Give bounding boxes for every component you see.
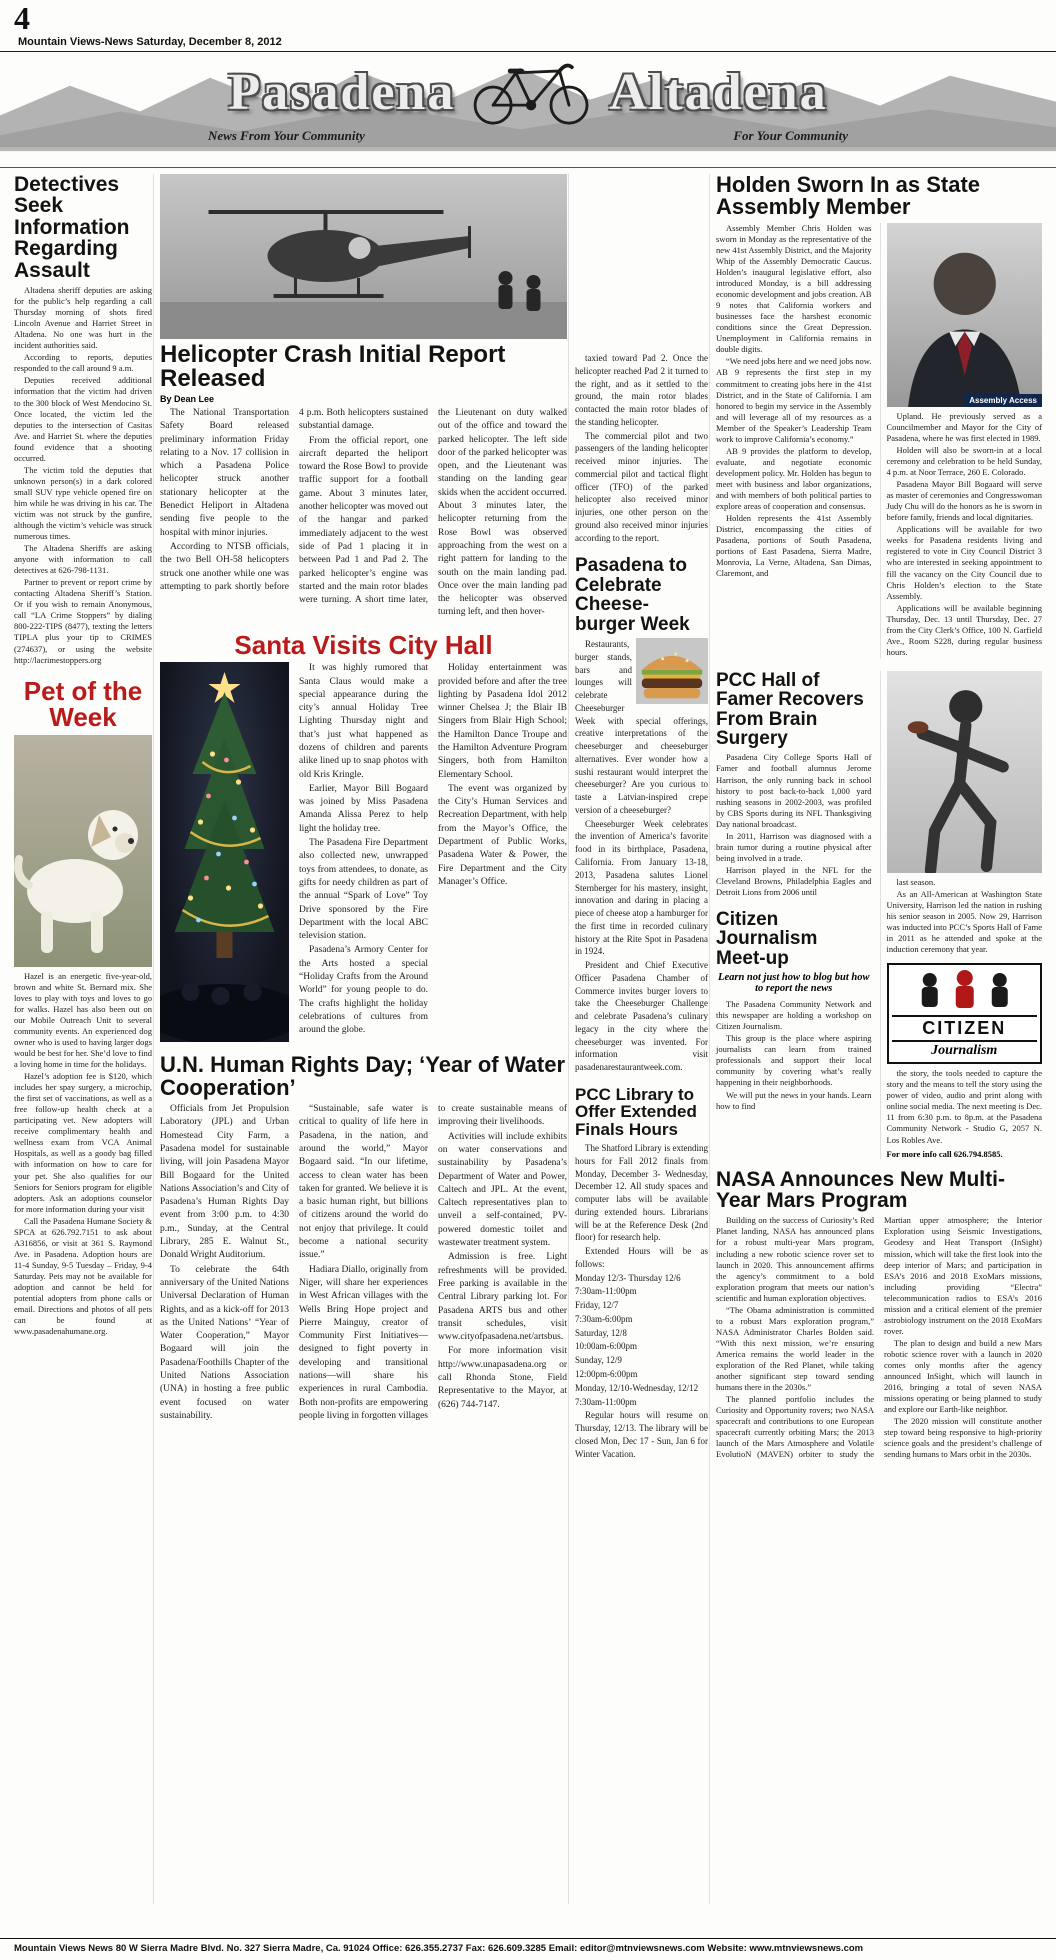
- masthead-title-altadena: Altadena: [609, 63, 828, 121]
- photo-caption: Assembly Access: [964, 394, 1042, 407]
- left-rail: [14, 174, 152, 1904]
- article-pcc-library-hours: [575, 1086, 708, 1460]
- paragraph: In 2011, Harrison was diagnosed with a brain tumor during a routine physical after being involved in a trade.: [716, 830, 872, 863]
- article-detectives-assault: [14, 174, 152, 666]
- article-body-text: [299, 662, 567, 1042]
- page-number: 4: [14, 0, 30, 36]
- paragraph: Extended Hours will be as follows:: [575, 1246, 708, 1269]
- paragraph: Saturday, 12/8: [575, 1327, 627, 1338]
- helicopter-article-continuation: [575, 174, 708, 544]
- article-citizen-journalism: [716, 910, 872, 1112]
- byline: By Dean Lee: [160, 393, 215, 404]
- paragraph: Monday 12/3- Thursday 12/6: [575, 1272, 681, 1283]
- holden-left-column: [716, 223, 872, 659]
- paragraph: The Pasadena Fire Department also collected new, unwrapped toys from attendees, to donate, as gifts for needy children as part of the annual “Spark of Love” Toy Drive sponsored by the Fire Department with the local ABC television station.: [299, 838, 428, 942]
- paragraph: 10:00am-6:00pm: [575, 1341, 637, 1352]
- headline: Citizen Journalism Meet-up: [716, 909, 818, 969]
- paragraph: The planned portfolio includes the Curiosity and Opportunity rovers; two NASA spacecraft and contributions to one European spacecraft currently orbiting Mars; the 2013 launch of the Mars Atmosphere and Volatile EvolutioN (MAVEN) orbiter to study the Martian upper atmosphere; the Interior Exploration using Seismic Investigations, Geodesy and Heat Transport (InSight) mission, which will take the first look into the deep interior of Mars; and participation in ESA’s 2016 and 2018 ExoMars missions, including providing “Electra” telecommunication radios to ESA’s 2016 mission and a critical element of the premier astrobiology instrument on the 2018 ExoMars rover.: [716, 1215, 1042, 1460]
- paragraph: This group is the place where aspiring journalists can learn from trained professionals and support their local community by covering what’s really happening in their neighborhoods.: [716, 1033, 872, 1088]
- paragraph: For more information visit http://www.unapasadena.org or call Rhonda Stone, Field Representative to the Mayor, at (626) 744-7147.: [438, 1346, 567, 1410]
- paragraph: Pasadena’s Armory Center for the Arts hosted a special “Holiday Crafts from the Around World” for young people to do. The crafts highlight the holiday celebrations of cultures from around the globe.: [299, 945, 428, 1036]
- headline: PCC Library to Offer Extended Finals Hours: [575, 1085, 697, 1139]
- paragraph: Hadiara Diallo, originally from Niger, will share her experiences in West African villages with the Wells Bring Hope project and Pierre Mainguy, creator of Community First Initiatives—designed to fight poverty in developing and transitional nations—will share his experiences in rural Cambodia. Both non-profits are empowering people living in forgotten villages to create sustainable means of improving their livelihoods.: [299, 1104, 567, 1421]
- paragraph: Holden represents the 41st Assembly District, encompassing the cities of Pasadena, portions of South Pasadena, portions of East Pasadena, Sierra Madre, Monrovia, La Verne, Altadena, San Dimas, Claremont, and: [716, 513, 872, 579]
- article-holden-sworn-in: [716, 174, 1042, 659]
- article-body-closing: [575, 1409, 708, 1460]
- paragraph: Activities will include exhibits on water conservations and sustainability by Pasadena’s Department of Water and Power, Caltech and JPL. At the event, Caltech representatives plan to unveil a self-contained, PV-powered domestic toilet and wastewater treatment system.: [438, 1131, 567, 1249]
- paragraph: the story, the tools needed to capture the story and the means to tell the story using the power of video, audio and print along with online social media. The next meeting is Dec. 11 from 6:30 p.m. to 8p.m. at the Pasadena Community Network - Studio G, 2057 N. Los Robles Ave.: [886, 1068, 1042, 1145]
- paragraph: The Pasadena Community Network and this newspaper are holding a workshop on Citizen Journalism.: [716, 999, 872, 1032]
- paragraph: From the official report, one aircraft departed the heliport toward the Rose Bowl to provide traffic support for a football game. About 3 minutes later, another helicopter was moved out of the hangar and parked immediately adjacent to the west side of Pad 1 placing it in between Pad 1 and Pad 2. The parked helicopter’s engine was started and the main rotor blades were turning. A short time later, the Lieutenant on duty walked out of the office and toward the parked helicopter. The left side door of the parked helicopter was open, and the Lieutenant was standing on the landing gear skids when the accident occurred. About 3 minutes later, the helicopter returning from the Rose Bowl was observed approaching from the west on a right pattern for landing to the south on the main landing pad. Once over the main landing pad the helicopter was observed turning left, and then hover-: [299, 407, 567, 618]
- rail-right: [880, 671, 1043, 1159]
- paragraph: Deputies received additional information that the victim had driven to the 300 block of West Mendocino St. Once located, the victim led the deputies to the intersection of Casitas Ave. and Harriet St. where the deputies found evidence that a shooting occurred.: [14, 375, 152, 463]
- jerome-harrison-football-photo: [887, 671, 1043, 873]
- article-body: [14, 285, 152, 666]
- article-body: [575, 1142, 708, 1271]
- paragraph: Hazel’s adoption fee is $120, which includes her spay surgery, a microchip, the first set of vaccinations, as well as a free follow-up health check at a participating vet. New adopters will receive complimentary health and wellness exam from VCA Animal Hospitals, as well as a goody bag filled with information on how to care for your pet. She also qualifies for our Seniors for Seniors program for eligible adopters. Ask an adoptions counselor for more information during your visit: [14, 1071, 152, 1214]
- right-section: [709, 174, 1042, 1904]
- paragraph: Holden will also be sworn-in at a local ceremony and celebration to be held Sunday, 4 p.m. at Noor Terrace, 260 E. Colorado.: [886, 445, 1042, 478]
- paragraph: The commercial pilot and two passengers of the landing helicopter received minor injuries. The commercial pilot and tactical flight officer (TFO) of the parked helicopter also received minor injuries, one other person on the ground also received minor injuries according to the report.: [575, 430, 708, 543]
- article-lede: Learn not just how to blog but how to report the news: [718, 972, 870, 995]
- paragraph: According to NTSB officials, the two Bell OH-58 helicopters struck one another while one was attempting to park shortly before 4 p.m. Both helicopters sustained substantial damage.: [160, 407, 428, 592]
- masthead: [0, 52, 1056, 168]
- extended-hours-list: [575, 1272, 708, 1409]
- rail-left: [716, 671, 872, 1159]
- paragraph: Hazel is an energetic five-year-old, brown and white St. Bernard mix. She loves to play with toys and loves to go for walks. Hazel has also been out on our Mobile Outreach Unit to several community events. An experienced dog owner who is used to having larger dogs would be best for her. She’d love to find a loving home in time for the holidays.: [14, 970, 152, 1070]
- paragraph: 7:30am-6:00pm: [575, 1313, 633, 1324]
- headline: PCC Hall of Famer Recovers From Brain Surgery: [716, 669, 864, 750]
- paragraph: President and Chief Executive Officer Pasadena Chamber of Commerce invites burger lovers to take the Cheeseburger Challenge and celebrate Pasadena’s culinary legacy in the city where the cheeseburger was invented. For information visit pasadenarestaurantweek.com.: [575, 960, 708, 1073]
- middle-column: [153, 174, 567, 1904]
- headline: Holden Sworn In as State Assembly Member: [716, 172, 981, 220]
- paragraph: The Shatford Library is extending hours for Fall 2012 finals from Monday, December 3- Wednesday, December 12. All study spaces and computer labs will be available during extended hours. Librarians will be at the Reference Desk (2nd floor) for research help.: [575, 1143, 708, 1243]
- page-footer: Mountain Views News 80 W Sierra Madre Blvd. No. 327 Sierra Madre, Ca. 91024 Office: 626.355.2737 Fax: 626.609.3285 Email: editor@mtnviewsnews.com Website: www.mtnviewsnews.com: [0, 1938, 1056, 1960]
- edition-dateline: Mountain Views-News Saturday, December 8, 2012: [18, 36, 282, 48]
- article-cheeseburger-week: [575, 556, 708, 1074]
- paragraph: The Altadena Sheriffs are asking anyone with information to call detectives at 626-798-1131.: [14, 543, 152, 576]
- headline: Pasadena to Celebrate Cheese-burger Week: [575, 555, 690, 635]
- paragraph: “The Obama administration is committed to a robust Mars exploration program,” NASA Administrator Charles Bolden said. “With this next mission, we’re ensuring America remains the world leader in the exploration of the Red Planet, while taking another significant step toward sending humans there in the 2030s.”: [716, 1304, 874, 1393]
- paragraph: Applications will be available for two weeks for Pasadena residents living and registered to vote in City Council District 3 who are interested in seeking appointment to fill the vacancy on the City Council due to Chris Holden’s election to the State Assembly.: [886, 524, 1042, 601]
- paragraph: taxied toward Pad 2. Once the helicopter reached Pad 2 it turned to the right, and as it settled to the ground, the main rotor blades contacted the main rotor blades of the standing helicopter.: [575, 353, 708, 427]
- headline: Helicopter Crash Initial Report Released: [160, 341, 506, 393]
- paragraph: The event was organized by the City’s Human Services and Recreation Department, with help from the Mayor’s Office, the Department of Public Works, Pasadena Water & Power, the Fire Department and the City Manager’s Office.: [438, 783, 567, 887]
- article-body: [14, 971, 152, 1338]
- paragraph: Pasadena City College Sports Hall of Famer and football alumnus Jerome Harrison, the only running back in school history to post back-to-back 1,000 yard rushing seasons in 2002-2003, was profiled by CBS Sports during its NFL Thanksgiving Day national broadcast.: [716, 752, 872, 829]
- headline: U.N. Human Rights Day; ‘Year of Water Cooperation’: [160, 1052, 566, 1100]
- citizen-journalism-logo: [887, 963, 1043, 1064]
- article-pcc-hall-of-famer: [716, 671, 872, 898]
- article-nasa-mars-program: [716, 1169, 1042, 1461]
- paragraph: Friday, 12/7: [575, 1300, 619, 1311]
- cheeseburger-photo: [636, 638, 708, 704]
- paragraph: Upland. He previously served as a Councilmember and Mayor for the City of Pasadena, where he was first elected in 1989.: [886, 410, 1042, 443]
- article-pet-of-the-week: [14, 675, 152, 1338]
- right-lower-rails: [716, 671, 1042, 1159]
- paragraph: The National Transportation Safety Board released preliminary information Friday relating to a Nov. 17 collision in which a Pasadena Police helicopter struck another stationary helicopter at the Benedict Heliport in Altadena sending five people to the hospital with minor injuries.: [160, 407, 289, 538]
- paragraph: According to reports, deputies responded to the call around 9 a.m.: [14, 352, 152, 374]
- paragraph: Partner to prevent or report crime by contacting Altadena Sheriff’s Station. Or if you wish to remain Anonymous, call “LA Crime Stoppers” by dialing 800-222-TIPS (8477), texting the letters TIPLA plus your tip to CRIMES (274637), or using the website http://lacrimestoppers.org: [14, 577, 152, 665]
- logo-subtitle: Journalism: [931, 1043, 998, 1059]
- paragraph: We will put the news in your hands. Learn how to find: [716, 1089, 872, 1111]
- paragraph: Altadena sheriff deputies are asking for the public’s help regarding a call Thursday morning of shots fired Lincoln Avenue and Harriet Street in Altadena. No one was hurt in the incident authorities said.: [14, 285, 152, 351]
- hazel-dog-photo: [14, 735, 152, 967]
- content-columns: [0, 168, 1056, 1904]
- logo-wordmark: CITIZEN: [892, 1015, 1038, 1042]
- paragraph: As an All-American at Washington State University, Harrison led the nation in rushing his senior season in 2005. Now 29, Harrison was inducted into PCC’s Sports Hall of Fame in 2011 as he attended and spoke at the induction ceremony that year.: [886, 888, 1042, 955]
- paragraph: last season.: [896, 876, 936, 887]
- paragraph: The 2020 mission will constitute another step toward being responsive to high-priority science goals and the president’s challenge of sending humans to Mars orbit in the 2030s.: [884, 1416, 1042, 1460]
- article-body: [160, 662, 567, 1042]
- paragraph: Cheeseburger Week celebrates the invention of America’s favorite food in its birthplace, Pasadena, California. From January 13-18, 2013, Pasadena salutes Lionel Sternberger for his mastery, insight, innovation and daring in placing a piece of cheese atop a hamburger for the first time in recorded culinary history at the Rite Spot in Pasadena in 1924.: [575, 818, 708, 957]
- article-body: [716, 752, 872, 898]
- article-body: [716, 1215, 1042, 1461]
- paragraph: It was highly rumored that Santa Claus would make a special appearance during the city’s annual Holiday Tree Lighting Thursday night and that’s just what happened as dozens of children and parents alike lined up to snap photos with old Kris Kringle.: [299, 663, 428, 780]
- paragraph: Holiday entertainment was provided before and after the tree lighting by Pasadena Idol 2012 winner Chelsea J; the Blair IB Singers from Blair High School; the Hamilton Dance Troupe and the Hamilton Adventure Program Singers, both from Hamilton Elementary School.: [438, 663, 567, 780]
- paragraph: Admission is free. Light refreshments will be provided. Free parking is available in the Central Library parking lot. For Pasadena ARTS bus and other transit schedules, visit www.cityofpasadena.net/artsbus.: [438, 1252, 567, 1343]
- article-un-human-rights-day: [160, 1054, 567, 1423]
- paragraph: To celebrate the 64th anniversary of the United Nations Universal Declaration of Human Rights, and as a kick-off for 2013 as the United Nations’ “Year of Water Cooperation,” Mayor Bogaard will join the Pasadena/Foothills Chapter of the United Nations Association (UNA) in hosting a free public event focused on water sustainability.: [160, 1264, 289, 1421]
- tree-lighting-photo: [160, 662, 289, 1042]
- paragraph: Building on the success of Curiosity’s Red Planet landing, NASA has announced plans for a robust multi-year Mars program, including a new robotic science rover set to launch in 2020. This announcement affirms the agency’s commitment to a bold exploration program that meets our nation’s scientific and human exploration objectives.: [716, 1215, 874, 1303]
- article-body: [716, 999, 872, 1111]
- article-helicopter-crash: [160, 174, 567, 620]
- bicycle-icon: [469, 52, 595, 126]
- paragraph: “Sustainable, safe water is critical to quality of life here in Pasadena, in the nation, and around the world,” Mayor Bogaard said. “In our lifetime, access to clean water has been taken for granted. We believe it is a basic human right, but billions of citizens around the world do not enjoy that privilege. It could become a national security issue.”: [299, 1104, 428, 1261]
- holden-right-column: [880, 223, 1043, 659]
- pcc-hall-continuation: [887, 877, 1043, 955]
- paragraph: The victim told the deputies that unknown person(s) in a dark colored small SUV type vehicle opened fire on him while he was driving in his car. The victim was not struck by the gunfire, although the victim’s vehicle was struck numerous times.: [14, 464, 152, 542]
- paragraph: “We need jobs here and we need jobs now. AB 9 represents the first step in my commitment to creating jobs here in the 41st District, and in the State of California. I am honored to begin my service in the Assembly and will leverage all of my resources as a Member of the Speaker’s Leadership Team work to improve California’s economy.”: [716, 356, 872, 444]
- paragraph: Officials from Jet Propulsion Laboratory (JPL) and Urban Homestead City Farm, a Pasadena model for sustainable living, will join Pasadena Mayor Bill Bogaard for the United Nations Association’s and City of Pasadena’s Human Rights Day event from 3:00 p.m. to 4:30 p.m., Sunday, at the Central Library, 285 E. Walnut St., Donald Wright Auditorium.: [160, 1104, 289, 1261]
- paragraph: Earlier, Mayor Bill Bogaard was joined by Miss Pasadena Amanda Alissa Perez to help light the holiday tree.: [299, 783, 428, 834]
- paragraph: Pasadena Mayor Bill Bogaard will serve as master of ceremonies and Congresswoman Judy Chu will do the honors as he is sworn in before family, friends and local dignitaries.: [886, 479, 1042, 523]
- article-body: [160, 1103, 567, 1423]
- paragraph: Call the Pasadena Humane Society & SPCA at 626.792.7151 to ask about A316856, or visit at 361 S. Raymond Ave. in Pasadena. Adoption hours are 11-4 Sunday, 9-5 Tuesday – Friday, 9-4 Saturday. Pets may not be available for adoption and cannot be held for potential adopters from phone calls or email. Directions and photos of all pets can be found at www.pasadenahumane.org.: [14, 1215, 152, 1337]
- paragraph: Sunday, 12/9: [575, 1355, 622, 1366]
- paragraph: Assembly Member Chris Holden was sworn in Monday as the representative of the new 41st Assembly District, and the Majority Whip of the Assembly Democratic Caucus. Holden’s inaugural legislative effort, also introduced Monday, is a bill addressing economic development and jobs creation. AB 9 notes that California workers and businesses face the harshest economic conditions since the Great Depression. Unemployment in California remains in double digits.: [716, 222, 872, 355]
- paragraph: Monday, 12/10-Wednesday, 12/12: [575, 1382, 699, 1393]
- narrow-column: [568, 174, 708, 1904]
- paragraph: Restaurants, burger stands, bars and lounges will celebrate Cheeseburger Week with special offerings, creative interpretations of the cheeseburger and cheeseburger alternatives. Ever wonder how a sushi restaurant would interpret the cheeseburger? Are you curious to taste a Latvian-inspired crepe version of a cheeseburger?: [575, 638, 708, 815]
- article-santa-city-hall: [160, 629, 567, 1043]
- top-bar: [0, 0, 1056, 52]
- journalist-figures-art: [892, 968, 1038, 1010]
- paragraph: Regular hours will resume on Thursday, 12/13. The library will be closed Mon, Dec 17 - Sun, Jan 6 for Winter Vacation.: [575, 1410, 708, 1459]
- paragraph: Applications will be available beginning Thursday, Dec. 13 until Thursday, Dec. 27 from the City Clerk’s Office, 100 N. Garfield Ave., Room S228, during regular business hours.: [886, 602, 1042, 657]
- helicopter-crash-photo: [160, 174, 567, 339]
- paragraph: The plan to design and build a new Mars robotic science rover with a launch in 2020 comes only months after the agency announced InSight, which will launch in 2016, bringing a total of seven NASA missions operating or being planned to study and explore our Earth-like neighbor.: [884, 1337, 1042, 1415]
- headline: NASA Announces New Multi-Year Mars Program: [716, 1167, 1005, 1212]
- headline: Pet of the Week: [23, 675, 143, 733]
- paragraph: AB 9 provides the platform to develop, evaluate, and negotiate economic development policy. Mr. Holden has begun to meet with business and labor organizations, and with members of both political parties to explore areas of cooperation and consensus.: [716, 445, 872, 512]
- article-body: [160, 407, 567, 620]
- tagline-right: For Your Community: [733, 128, 848, 143]
- headline: Detectives Seek Information Regarding Assault: [14, 173, 130, 282]
- chris-holden-photo: [887, 223, 1043, 407]
- paragraph: 7:30am-11:00pm: [575, 1396, 637, 1407]
- headline: Santa Visits City Hall: [234, 629, 493, 660]
- citizen-info-line: For more info call 626.794.8585.: [886, 1148, 1003, 1159]
- tagline-left: News From Your Community: [208, 128, 365, 143]
- paragraph: 7:30am-11:00pm: [575, 1286, 637, 1297]
- paragraph: Harrison played in the NFL for the Cleveland Browns, Philadelphia Eagles and Detroit Lions from 2006 until: [716, 864, 872, 897]
- paragraph: 12:00pm-6:00pm: [575, 1369, 638, 1380]
- masthead-title-pasadena: Pasadena: [228, 63, 456, 121]
- citizen-continuation: [887, 1068, 1043, 1145]
- article-body: [887, 411, 1043, 658]
